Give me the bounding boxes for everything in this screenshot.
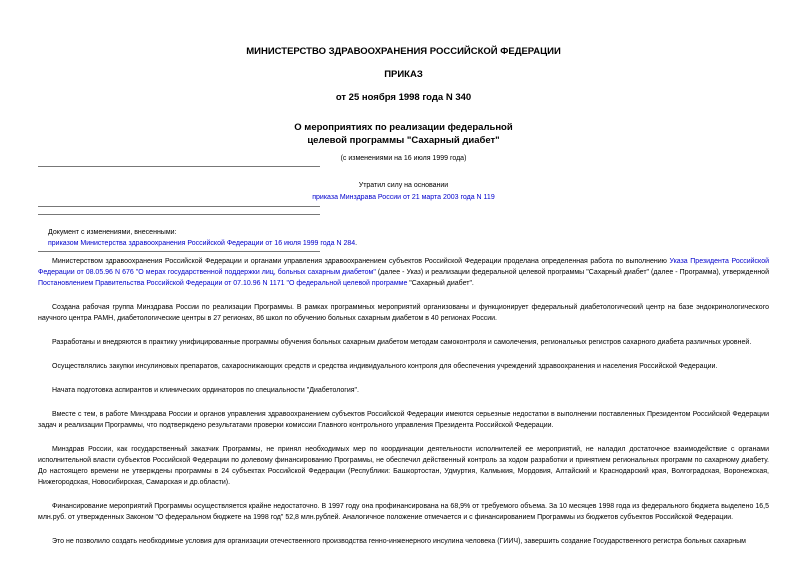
paragraph: Минздрав России, как государственный заказчик Программы, не принял необходимых мер по координации деятельности исполнителей ее мероприятий, не наладил достаточное взаимодействие с органами исполнительной власти субъектов Российской Федерации по долевому финансированию Программы, не обеспечил действенный контроль за ходом разработки и принятием региональных программ по сахарному диабету. До настоящего времени не утверждены программы в 24 субъектах Российской Федерации (Республики: Башкортостан, Удмуртия, Калмыкия, Мордовия, Алтайский и Краснодарский края, Волгоградская, Воронежская, Нижегородская, Новосибирская, Самарская и др.области). — [38, 446, 769, 486]
amendment-order-link[interactable]: приказом Министерства здравоохранения Российской Федерации от 16 июля 1999 года N 284 — [48, 240, 356, 247]
document-date-number: от 25 ноября 1998 года N 340 — [335, 92, 472, 103]
paragraph: Осуществлялись закупки инсулиновых препаратов, сахароснижающих средств и средства индивидуального контроля для обеспечения учреждений здравоохранения и населения Российской Федерации. — [52, 363, 718, 370]
divider — [38, 251, 320, 252]
paragraph: Разработаны и внедряются в практику унифицированные программы обучения больных сахарным диабетом методам самоконтроля и самолечения, региональных регистров сахарного диабета различных уровней. — [52, 339, 752, 346]
void-notice-text: Утратил силу на основании — [358, 182, 449, 189]
document-type: ПРИКАЗ — [384, 69, 423, 80]
paragraph: Вместе с тем, в работе Минздрава России и органов управления здравоохранением субъектов Российской Федерации имеются серьезные недостатки в выполнении поставленных Президентом Российской Федерации задач и реализации Программы, что подтверждено результатами проверки комиссии Главного контрольного управления Президента Российской Федерации. — [38, 411, 769, 429]
resolution-link[interactable]: Постановлением Правительства Российской Федерации от 07.10.96 N 1171 "О федеральной целевой программе — [38, 280, 410, 287]
paragraph: Начата подготовка аспирантов и клинических ординаторов по специальности "Диабетология". — [52, 387, 359, 394]
document-body — [38, 256, 769, 547]
decree-link[interactable]: Указа Президента Российской Федерации от 08.05.96 N 676 "О мерах государственной поддержки лиц, больных сахарным диабетом" — [38, 258, 769, 276]
amendments-note — [48, 227, 357, 249]
paragraph: Финансирование мероприятий Программы осуществляется крайне недостаточно. В 1997 году она профинансирована на 68,9% от требуемого объема. За 10 месяцев 1998 года из федерального бюджета выделено 16,5 млн.руб. от утвержденных Законом "О федеральном бюджете на 1998 год" 52,8 млн.рублей. Аналогичное положение отмечается и с финансированием Программы из бюджетов субъектов Российской Федерации. — [38, 503, 769, 521]
ministry-heading: МИНИСТЕРСТВО ЗДРАВООХРАНЕНИЯ РОССИЙСКОЙ ФЕДЕРАЦИИ — [246, 46, 561, 57]
divider — [38, 206, 320, 207]
paragraph-text: (далее - Указ) и реализации федеральной целевой программы "Сахарный диабет" (далее - Программа), утвержденной — [375, 269, 769, 276]
document-subject-line2: целевой программы "Сахарный диабет" — [307, 135, 500, 146]
amendments-label: Документ с изменениями, внесенными: — [48, 229, 177, 236]
divider — [38, 214, 320, 215]
paragraph — [38, 256, 769, 289]
changes-note: (с изменениями на 16 июля 1999 года) — [340, 155, 467, 162]
amendments-line — [48, 238, 357, 249]
void-notice-line — [0, 194, 807, 201]
paragraph: Создана рабочая группа Минздрава России по реализации Программы. В рамках программных мероприятий организованы и функционирует федеральный диабетологический центр на базе эндокринологического научного центра РАМН, диабетологические центры в 27 регионах, 86 школ по обучению больных сахарным диабетом в 40 регионах России. — [38, 304, 769, 322]
amendments-tail: . — [355, 240, 358, 247]
paragraph-text: Министерством здравоохранения Российской Федерации и органами управления здравоохранением субъектов Российской Федерации проделана определенная работа по выполнению — [52, 258, 670, 265]
divider — [38, 166, 320, 167]
paragraph: Это не позволило создать необходимые условия для организации отечественного производства генно-инженерного инсулина человека (ГИИЧ), завершить создание Государственного регистра больных сахарным — [52, 538, 746, 545]
paragraph-text: "Сахарный диабет". — [409, 280, 474, 287]
document-subject-line1: О мероприятиях по реализации федеральной — [294, 122, 513, 133]
void-order-link[interactable]: приказа Минздрава России от 21 марта 2003 года N 119 — [312, 194, 495, 201]
